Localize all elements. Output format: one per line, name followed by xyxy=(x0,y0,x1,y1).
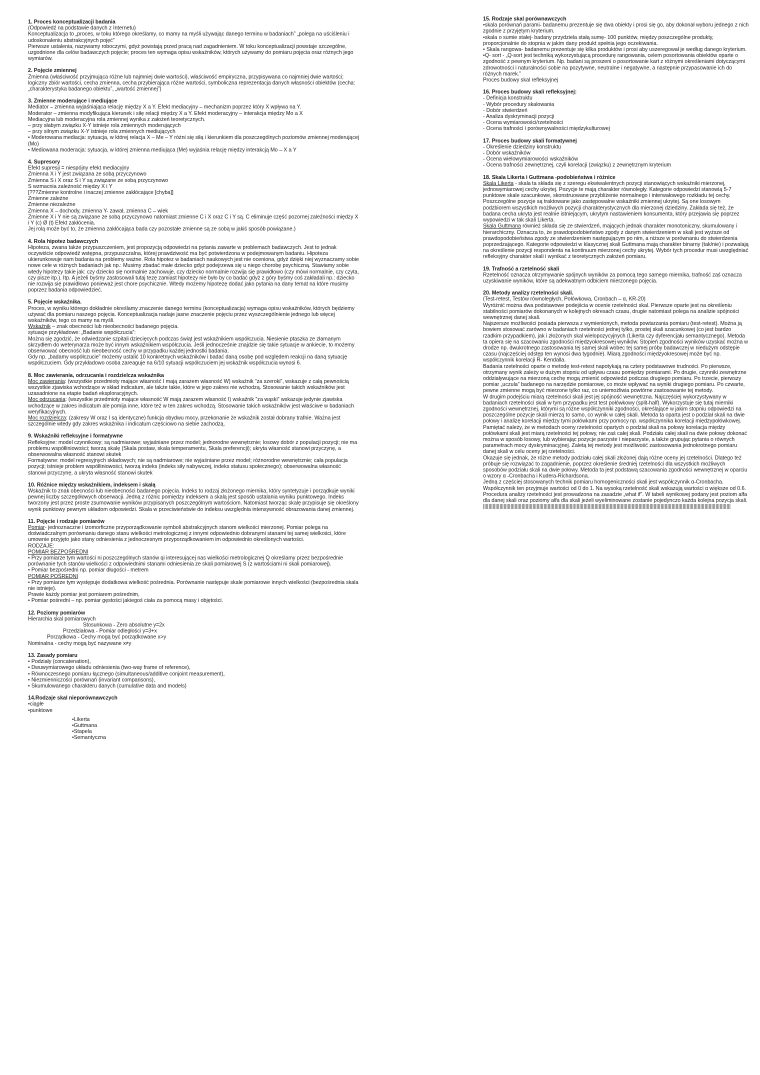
underlined-term: Wskaźnik xyxy=(28,323,51,330)
section-heading: 10. Różnice między wskaźnikiem, indeksem i skalą xyxy=(28,481,156,488)
paragraph-text: Zmienna S i X oraz S i Y są związane ze sobą przyczynowo xyxy=(28,177,169,184)
underlined-term: POMIAR BEZPOŚREDNI xyxy=(28,548,89,555)
section xyxy=(483,138,749,169)
paragraph-text: • Moderowana mediacja: sytuacja, w której relacja X – Me – Y różni się siłą i kierunkiem dla poszczególnych poziomów zmiennej moderującej (Mo) xyxy=(28,134,360,147)
underlined-term: Skala Likerta xyxy=(483,180,514,187)
paragraph-text: Najszersze możliwości posiada pierwsza z wymienionych, metoda powtarzania pomiaru (test-retest). Można ją bowiem stosować zarówno w badaniach rzetelności jednej tylko, prostej skali szacunkowej (co jest bardzo rzadkim przypadkiem), jak i złożonych skal wielopozycyjnych (Likerta czy dyferencjału semantycznego). Metoda ta opiera się na szacowaniu zgodności międzyokresowej wyników. Stopień zgodności wyników uzyskać można w drodze np. dwukrotnego zastosowania tej samej skali wobec tej samej próby badawczej w niedużym odstępie czasu (najczęściej odstęp ten wynosi dwa tygodnie). Miarą zgodności międzyokresowej może być np. współczynnik korelacji R- Kendalla. xyxy=(483,320,748,364)
paragraph-text: •skala o sumie stałej- badany przydziela stałą sumę- 100 punktów, między poszczególne produkty, proporcjonalnie do stopnia w jakim dany produkt spełnia jego oczekiwania. xyxy=(483,34,714,47)
paragraph-text: Zmienna X i Y jest związana ze sobą przyczynowo xyxy=(28,171,147,178)
section-heading: 4. Rola hipotez badawczych xyxy=(28,238,99,245)
section xyxy=(483,16,749,83)
paragraph-text: - jednoznaczne i izomorficzne przyporządkowanie symboli abstrakcyjnych stanom wielkości mierzonej. Pomiar polega na doświadczalnym porównaniu danego stanu wielkości metrologicznej z innymi odpowiednio dobranymi stanami tej samej wielkości, które umownie przyjęto jako stany odniesienia z jednoczesnym przyporządkowaniem im odpowiednio określonych wartości. xyxy=(28,524,346,543)
paragraph xyxy=(28,488,360,512)
section xyxy=(28,19,360,62)
paragraph-text: Refleksyjne: model czynnikowy; są nadmiarowe; wyjaśniane przez model; jednorodne wewnętrznie; losowy dobór z populacji pozycji; nie ma problemu współliniowości; tworzą skalę (Skala postaw, skala temperamentu, Skala preferencji); ukryta własność stanowi przyczynę, a obserwowalna własność stanowi skutek xyxy=(28,439,358,458)
paragraph xyxy=(483,363,749,394)
paragraph-text: Zmienna X – dochody, zmienna Y- zawał, zmienna C – wiek xyxy=(28,207,169,214)
paragraph xyxy=(28,555,360,567)
sub-list-item: •Likerta xyxy=(72,716,90,723)
paragraph-text: • Pomiar pośredni – np. pomiar gęstości jakiegoś ciała za pomocą masy i objętości. xyxy=(28,597,223,604)
section-heading: 8. Moc zawierania, odrzucania i rozdzielcza wskaźnika xyxy=(28,372,165,379)
paragraph xyxy=(483,34,749,46)
paragraph xyxy=(28,415,360,427)
scale-hierarchy xyxy=(28,622,360,646)
paragraph-text: (Test-retest, Testów równoległych, Połówkowa, Cronbach – α, KR-20) xyxy=(483,296,646,303)
paragraph-text: • Przy pomiarze tym występuje dodatkowa wielkość pośrednia. Porównanie następuje skale pomiarowe innych wielkości (bezpośrednia skala nie istnieje). xyxy=(28,579,359,592)
underlined-term: Moc odrzucania xyxy=(28,396,66,403)
paragraph-text: Mediacyjna lub moderacyjna rola zmiennej wynika z założeń teoretycznych. xyxy=(28,116,206,123)
section-heading: 2. Pojęcie zmiennej xyxy=(28,67,77,74)
paragraph-text: •ciągłe xyxy=(28,701,44,708)
paragraph-text: - Ocena wymiarowości/rzetelności xyxy=(483,119,564,126)
underlined-term: Skala Guttmana xyxy=(483,223,521,230)
sub-list-item: •Guttmana xyxy=(72,722,98,729)
paragraph-text: • Równoczesnego pomiaru łącznego (simultaneous/additive conjoint measurement), xyxy=(28,670,225,677)
underlined-term: Moc zawierania xyxy=(28,378,65,385)
section-heading: 19. Trafność a rzetelność skali xyxy=(483,265,560,272)
section-heading: 9. Wskaźniki refleksyjne i formatywne xyxy=(28,433,123,440)
sub-list-item: •Stapela xyxy=(72,728,92,735)
section xyxy=(28,68,360,92)
paragraph-text: Wyróżnić można dwa podstawowe podejścia w ocenie rzetelności skal. Pierwsze oparte jest na określeniu stabilności pomiarów dokonanych w kolejnych okresach czasu, drugie natomiast polega na analizie spójności wewnętrznej danej skali. xyxy=(483,302,740,321)
paragraph-text: Zmienna (właściwość przyjmująca różne lub najmniej dwie wartości), właściwość empiryczna, przypisywana co najmniej dwie wartości; logiczny zbiór wartości, cecha zmienna, cecha przybierająca różne wartości, symboliczna reprezentacja danych własności obiektów (cecha: „charakterystyka badanego obiektu”, „wartość zmiennej”) xyxy=(28,73,356,93)
paragraph-text: • Dwuwymiarowego układu odniesienia (two-way frame of reference), xyxy=(28,664,191,671)
paragraph-text: Jej rolą może być to, że zmienna zakłócająca bada czy pozostałe zmienne są ze sobą w jakiś sposób powiązane.) xyxy=(28,226,296,233)
section xyxy=(28,98,360,153)
paragraph xyxy=(483,22,749,34)
paragraph xyxy=(28,598,360,604)
sub-list xyxy=(28,716,360,740)
paragraph-text: (Odpowiedź na podstawie danych z Internetu) xyxy=(28,25,136,32)
paragraph xyxy=(28,354,360,366)
section-heading: 18. Skala Likerta i Guttmana -podobieństwa i różnice xyxy=(483,174,616,181)
section xyxy=(28,610,360,647)
paragraph-text: : (wszystkie przedmioty mające własność W mają zarazem własność I) wskaźnik ”za wąski” wskazuje jedynie zjawiska wchodzące w zakres indicatum ale pomija inne, które też w ten zakres wchodzą. Stosowanie takich wskaźników jest właściwe w badaniach weryfikacyjnych. xyxy=(28,396,354,415)
paragraph-text: Hierarchia skal pomiarowych xyxy=(28,615,96,622)
right-column-frame xyxy=(483,16,749,1061)
section-heading: 14.Rodzaje skal nieporównawczych xyxy=(28,695,118,702)
paragraph xyxy=(28,226,360,232)
paragraph-text: - Dobór stwierdzeń xyxy=(483,107,528,114)
paragraph-text: Moderator – zmienna modyfikująca kierunek i siłę relacji między X a Y. Efekt moderacyjny – interakcja między Mo a X xyxy=(28,110,303,117)
section-heading: 17. Proces budowy skali formatywnej xyxy=(483,137,577,144)
paragraph-text: S wzmacnia zależność między X i Y xyxy=(28,183,113,190)
section-heading: 3. Zmienne moderujące i mediujące xyxy=(28,98,118,105)
section xyxy=(28,159,360,232)
section-heading: 1. Proces konceptualizacji badania xyxy=(28,19,116,25)
paragraph-text: •punktowe xyxy=(28,707,53,714)
paragraph xyxy=(483,77,749,83)
separator-bars: |||||||||||||||||||||||||||||||||||||||||||||||||||||||||||||||||||||||||||||||||||||||||||||||||||||||||||||||||||||||||||||||||||||||||||||||||||||||||||||||||||||||||||||||||||| xyxy=(483,503,731,510)
paragraph xyxy=(483,479,749,503)
section xyxy=(28,482,360,513)
section xyxy=(28,372,360,427)
paragraph-text: Zmienne niezależne xyxy=(28,201,76,208)
hierarchy-item: Przedziałowa - Pomiar odległości y=3+x xyxy=(63,628,157,635)
hierarchy-item: Porządkowa - Cechy mogą być porządkowane x>y xyxy=(47,634,167,641)
left-column-frame xyxy=(28,19,360,1064)
paragraph-text: Okazuje się jednak, że różne metody podziału całej skali złożonej dają różne oceny jej rzetelności. Dlatego też próbuje się rozwiązać to zagadnienie, poprzez określenie średniej rzetelności dla wszystkich możliwych sposobów podziału skali na dwie połowy. Metoda ta jest podstawą szacowania zgodności wewnętrznej w oparciu o wzory α -Cronbacha i Kudera-Richardsona. xyxy=(483,454,748,480)
paragraph xyxy=(483,455,749,479)
paragraph xyxy=(28,74,360,92)
paragraph-text: Efekt supresji = niespójny efekt mediacyjny xyxy=(28,165,130,172)
paragraph xyxy=(483,394,749,455)
paragraph-text: W drugim podejściu miarą rzetelności skali jest jej spójność wewnętrzna. Najczęściej wykorzystywany w badaniach rzetelności skali w tym przypadku jest test połówkowy (split-half). Wykorzystuje się tutaj mierniki zgodności wewnętrznej, którymi są różne współczynniki zgodności, określające w jakim stopniu odpowiedzi na poszczególne pozycje skali mierzą to samo, co wynik w całej skali. Metoda ta oparta jest o podział skali na dwie połowy i analizę korelacji między tymi połówkami przy pomocy np. współczynnika korelacji międzypołówkowej. Pamiętać należy, że w metodach oceny rzetelności opartych o podział skali na połowy korelacja między połówkami skali jest miarą rzetelności tej połowy, nie zaś całej skali. Podziału całej skali na dwie połowy dokonać można w sposób losowy, lub wybierając pozycje parzyste i nieparzyste, a także grupując pytania o równych parametrach mocy dyskryminacyjnej. Zaletą tej metody jest możliwość zastosowania jednokrotnego pomiaru danej skali w celu oceny jej rzetelności. xyxy=(483,393,747,455)
paragraph-text: • Niezmienniczości porównań (invariant comparisons), xyxy=(28,676,155,683)
underlined-term: Moc rozdzielcza xyxy=(28,414,66,421)
section-heading: 20. Metody analizy rzetelności skali. xyxy=(483,290,574,297)
paragraph-text: - Analiza dyskryminacji pozycji xyxy=(483,113,555,120)
section-heading: 5. Pojęcie wskaźnika. xyxy=(28,299,82,306)
section xyxy=(28,695,360,741)
section-heading: 15. Rodzaje skal porównawczych xyxy=(483,16,567,22)
paragraph-text: – przy słabym związku X-Y istnieje rola zmiennych moderujących xyxy=(28,122,181,129)
paragraph-text: Prawie każdy pomiar jest pomiarem pośrednim, xyxy=(28,591,140,598)
underlined-term: POMIAR POŚREDNI xyxy=(28,573,79,580)
paragraph-text: Rzetelność oznacza otrzymywanie spójnych wyników za pomocą tego samego miernika, trafność zaś oznacza uzyskiwanie wyników, które są adekwatnym odbiciem mierzonego pojęcia. xyxy=(483,271,742,284)
paragraph-text: - skala ta składa się z szeregu ekwiwalentnych pozycji stanowiących wskaźniki mierzonej, jednowymiarowej cechy ukrytej. Pozycje te mają charakter równoległy. Kategorie odpowiedzi stanowią 5-7 punktowe skale szacunkowe, skonstruowane przybliżenie normalnego i interwałowego rozkładu tej cechy. Poszczególne pozycje są traktowane jako zastępowalne wskaźniki zmiennej ukrytej. Są one losowym podzbiorem wszystkich możliwych pozycji charakterystycznych dla mierzonej dziedziny. Zakłada się też, że badana cecha ukryta jest realnie istniejącym, ukrytym nastawieniem konsumenta, który przejawia się poprzez wypowiedzi w tak skali Likerta. xyxy=(483,180,740,224)
paragraph xyxy=(483,302,749,320)
paragraph xyxy=(28,336,360,354)
paragraph xyxy=(28,397,360,415)
paragraph-text: • Podziały (concatenation), xyxy=(28,658,91,665)
paragraph-text: Jedną z częściej stosowanych technik pomiaru homogeniczności skali jest współczynnik α-Cronbacha. Współczynnik ten przyjmuje wartości od 0 do 1. Na wysoką rzetelność skali wskazują wartości α większe od 0.6. Procedura analizy rzetelności jest prowadzona na zasadzie „what if”. W tabeli wynikowej podany jest poziom alfa dla danej skali oraz poziomy alfa dla skali jeżeli wyeliminowane zostanie pojedynczo każda kolejna pozycja skali. xyxy=(483,479,748,504)
section xyxy=(483,266,749,284)
paragraph-text: Konceptualizacja to „proces, w toku którego określamy, co mamy na myśli używając danego terminu w badaniach” „polega na uściśleniu i udoskonaleniu abstrakcyjnych pojęć” xyxy=(28,31,350,44)
paragraph-text: Badania rzetelności oparte o metodę test-retest napotykają na cztery podstawowe trudności. Po pierwsze, otrzymany wynik zależy w dużym stopniu od upływu czasu pomiędzy pomiarami. Po drugie, czynniki zewnętrzne oddziaływujące na mierzoną cechę mogą zmienić odpowiedzi podczas drugiego pomiaru. Po trzecie, pierwszy pomiar „uczula” badanego na narzędzie pomiarowe, co może wpływać na wyniki drugiego pomiaru. Po czwarte, pewne zmienne mogą być mierzone tylko raz, co uniemożliwia powtórne zastosowanie tej metody. xyxy=(483,363,747,394)
paragraph xyxy=(28,579,360,591)
section-heading: 4. Supresory xyxy=(28,159,61,166)
paragraph-text: • Skala rangowa- badanemu prezentuje się kilka produktów i prosi aby uszeregował je według danego kryterium. xyxy=(483,46,747,53)
paragraph-text: • Pomiar bezpośredni np. pomiar długości - metrem xyxy=(28,567,149,574)
paragraph xyxy=(28,683,360,689)
paragraph xyxy=(28,458,360,476)
paragraph-text: sytuacje przykładowe: „Badanie współczucia”: xyxy=(28,329,136,336)
section-heading: 12. Poziomy pomiarów xyxy=(28,609,86,616)
paragraph-text: • Skumulowanego charakteru danych (cumulative data and models) xyxy=(28,682,187,689)
paragraph-text: Hipoteza, zwana także przypuszczeniem, jest propozycją odpowiedzi na pytania zawarte w problemach badawczych. Jest to jednak oczywiście odpowiedź wstępna, przypuszczalna, której prawdziwość ma być potwierdzona w podejmowanym badaniu. Hipoteza ukierunkowuje nam badania na problemy ważne. Rola hipotez w badaniach naukowych jest nie oceniona, gdyż dzięki niej wyznaczamy sobie nowe cele w różnych badaniach jak np.: Musimy zbadać małe dziecko gdyż podejrzewa się u niego chorobę psychiczną. Stawiamy sobie wtedy hipotezy takie jak: czy dziecko się normalnie zachowuje, czy dziecko normalnie rozwija się prawidłowo (czy mówi normalnie, czy czyta, czy pisze itp.). Itp. A jeżeli byśmy zastosowali tutaj tezę zamiast hipotezy nie było by co badać gdyż z góry byśmy coś zakładali np.: dziecko nie rozwija się prawidłowo ponieważ jest chore psychicznie. Wtedy możemy hipotezę dodać jako pytania na dany temat na które musimy poprzez badania odpowiedzieć. xyxy=(28,244,359,294)
paragraph-text: Pierwsze ustalenia, nazywamy roboczymi, gdyż powstają przed pracą nad zagadnieniem. W toku konceptualizacji powstaje szczególne, uzgodnione dla celów badawczych pojęcie; proces ten wymaga opisu wskaźników, których używamy do pomiaru pojęcia oraz różnych jego wymiarów. xyxy=(28,43,354,62)
sub-list-item: •Semantyczna xyxy=(72,734,106,741)
paragraph-text: Mediator – zmienna wyjaśniająca relację między X a Y. Efekt mediacyjny – mechanizm poprzez który X wpływa na Y. xyxy=(28,104,302,111)
paragraph-text: : (zakresy W oraz I są identyczne) funkcja obydwu mocy, przekonanie że wskaźnik został dobrany trafnie. Ważna jest szczególnie wtedy gdy zakres wskaźnika i indicatum częściowo na siebie zachodzą. xyxy=(28,414,341,428)
paragraph xyxy=(28,214,360,226)
paragraph xyxy=(483,53,749,77)
paragraph xyxy=(483,223,749,260)
paragraph xyxy=(28,378,360,396)
paragraph-text: Proces budowy skal refleksyjnej xyxy=(483,77,559,84)
paragraph xyxy=(28,525,360,543)
paragraph-text: RODZAJE: xyxy=(28,542,55,549)
paragraph-text: • Przy pomiarze tym wartości ni poszczególnych stanów qi interesującej nas wielkości metrologicznej Q określamy przez bezpośrednie porównanie tych stanów wielkości z odpowiednimi stanami odniesienia ze skali pomiarowej S (z wartościami ni skali pomiarowej). xyxy=(28,555,344,568)
section xyxy=(483,174,749,259)
paragraph-text: – przy silnym związku X-Y istnieje rola zmiennych mediujących xyxy=(28,128,176,135)
paragraph-text: Zmienne X i Y nie są związane ze sobą przyczynowo natomiast zmienne C i X oraz C i Y są. C eliminuje część pozornej zależności między X i Y (c) Ø (t) Efekt zakłócenia. xyxy=(28,213,359,227)
paragraph xyxy=(483,272,749,284)
section xyxy=(483,89,749,132)
right-column xyxy=(483,16,749,510)
paragraph-text: •skala porównań parami- badanemu prezentuje się dwa obiekty i prosi się go, aby dokonał wyboru jednego z nich zgodnie z przyjętym kryterium. xyxy=(483,22,749,35)
paragraph-text: Zmienne zależne xyxy=(28,195,69,202)
paragraph xyxy=(28,43,360,61)
paragraph xyxy=(483,162,749,168)
paragraph-text: - Ocena trafności zewnętrznej, czyli korelacji (związku) z zewnętrznym kryterium xyxy=(483,162,672,169)
paragraph-text: – znak obecności lub nieobecności badanego pojęcia. xyxy=(50,323,179,330)
paragraph-text: Proces, w wyniku którego dokładnie określamy znaczenie danego terminu (konceptualizacja) wymaga opisu wskaźników, których będziemy używać dla pomiaru naszego pojęcia. Konceptualizacja nadaje jasne znaczenie pojęciu przez wyszczególnienie jednego lub więcej wskaźników, tego co mamy na myśli. xyxy=(28,305,355,324)
section xyxy=(28,652,360,689)
paragraph-text: - Wybór procedury skalowania xyxy=(483,101,555,108)
paragraph-text: - Definicja konstruktu xyxy=(483,95,533,102)
paragraph-text: Można się zgodzić, że odwiedzanie szpitali dziecięcych podczas świąt jest wskaźnikiem współczucia. Niesienie ptaszka ze złamanym skrzydłem do weterynarza może być innym wskaźnikiem współczucia. Jeśli jednocześnie znajdzie się takie sytuacje w ankiecie, to możemy obserwować obecność lub nieobecność cechy w przypadku każdej jednostki badania. xyxy=(28,335,355,354)
paragraph-text: - Ocena wielowymiarowości wskaźników xyxy=(483,156,579,163)
paragraph xyxy=(483,180,749,223)
hierarchy-item: Nominalna - cechy mogą być nazywane x≠y xyxy=(28,640,132,647)
paragraph-text: - Dobór wskaźników xyxy=(483,150,531,157)
section xyxy=(483,290,749,510)
paragraph-text: • Mediowana moderacja: sytuacja, w której zmienna mediująca (Me) wyjaśnia relację między interakcją Mo – X a Y xyxy=(28,146,297,153)
hierarchy-item: Stosunkowa - Zero absolutne y=2x xyxy=(83,622,165,629)
left-column xyxy=(28,19,360,741)
underlined-term: Pomiar xyxy=(28,524,45,531)
paragraph xyxy=(28,244,360,293)
section-heading: 13. Zasady pomiaru xyxy=(28,652,78,659)
paragraph xyxy=(28,31,360,43)
paragraph xyxy=(28,439,360,457)
paragraph-text: - Określenie dziedziny konstruktu xyxy=(483,143,562,150)
section-heading: 11. Pojęcie i rodzaje pomiarów xyxy=(28,518,105,525)
section-heading: 16. Proces budowy skali refleksyjnej: xyxy=(483,89,577,96)
paragraph-text: •Q- sort - „Q-sort jest techniką wykorzystującą procedurę rangowania, celem posortowania obiektów oparte o zgodność z pewnym kryterium. Np. badani są proszeni o posortowanie kart z różnymi określeniami dotyczącymi zdrowotności i naturalności sobie na pozytywne, neutralne i negatywne, a następnie przypasowanie ich do różnych marek.” xyxy=(483,52,746,77)
paragraph xyxy=(483,321,749,364)
paragraph xyxy=(483,126,749,132)
paragraph-text: Wskaźnik to znak obecności lub nieobecności badanego pojęcia. Indeks to rodzaj złożonego miernika, który syntetyzuje i porządkuje wyniki pewnej liczby szczegółowych obserwacji. Jedną z różnic pomiędzy indeksem a skalą jest sposób ustalania wyniku punktowego. Indeks tworzony jest przez proste zsumowanie wyników przypisanych poszczególnym wartościom. Natomiast tworząc skalę przypisuje się określony wynik punktowy pewnym układom odpowiedzi. Skala w przeciwieństwie do indeksu uwzględnia intensywność obrazowania danej zmiennej. xyxy=(28,488,359,513)
paragraph-text: Gdy np. „badamy współczucie” możemy ustalić 10 konkretnych wskaźników i badać daną osobę pod względem reakcji na daną sytuację współczuciem. Gdy przykładowo osoba zareaguje na 6/10 sytuacji współczuciem jej wskaźnik współczucia wynosi 6. xyxy=(28,354,348,367)
section xyxy=(28,238,360,293)
section xyxy=(28,433,360,476)
section xyxy=(28,299,360,366)
section xyxy=(28,518,360,603)
paragraph-text: również składa się ze stwierdzeń, mających jednak charakter monotoniczny, skumulowany i hierarchiczny. Oznacza to, że prawdopodobieństwo zgody z danym stwierdzeniem w skali jest wyższe od prawdopodobieństwa zgody ze stwierdzeniem następującym po nim, a niższe w porównaniu do stwierdzenia poprzedzającego. Kategorie odpowiedzi w klasycznej skali Guttmana mają charakter binarny (tak/nie) i pozwalają na określenie pozycji respondenta na kontinuum mierzonej cechy ukrytej. Wybór tych procedur musi uwzględniać refleksyjny charakter skali i wynikać z teoretycznych założeń pomiaru. xyxy=(483,223,749,260)
paragraph xyxy=(28,305,360,323)
paragraph xyxy=(28,707,360,713)
paragraph xyxy=(28,135,360,147)
paragraph-text: Formatywne: model regresyjnych składowych; nie są nadmiarowe; nie wyjaśniane przez model; różnorodne wewnętrznie; cała populacja pozycji; istnieje problem współliniowości, tworzą indeks (indeks siły nabywczej, indeks statusu społecznego); obserwowalna własność stanowi przyczynę, a ukryta własność stanowi skutek xyxy=(28,457,348,476)
paragraph-text: [???Zmienne kontrolne i inaczej zmienne zakłócające [chyba]] xyxy=(28,189,174,196)
paragraph xyxy=(28,147,360,153)
paragraph-text: - Ocena trafności i porównywalności międzykulturowej xyxy=(483,125,610,132)
paragraph-text: : (wszystkie przedmioty mające własność I mają zarazem własność W) wskaźnik ”za szeroki”, wskazuje z całą pewnością wszystkie zjawiska wchodzące w skład indicatum, ale także takie, które w jego zakres nie wchodzą. Stosowanie takich wskaźników jest uzasadnione na etapie badań eksploracyjnych. xyxy=(28,378,349,397)
